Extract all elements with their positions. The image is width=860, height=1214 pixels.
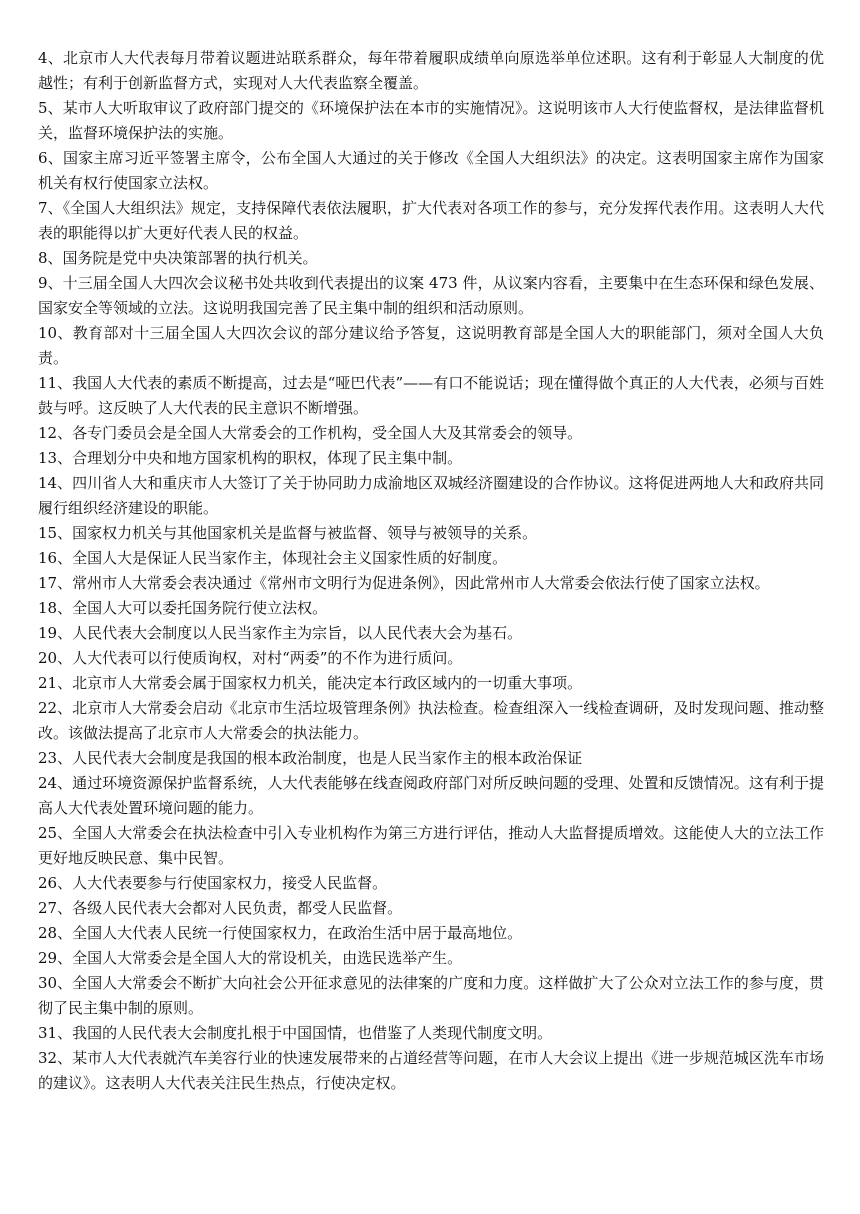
statement-item: 22、北京市人大常委会启动《北京市生活垃圾管理条例》执法检查。检查组深入一线检查调研，及时发现问题、推动整改。该做法提高了北京市人大常委会的执法能力。 (38, 699, 824, 742)
statement-item: 18、全国人大可以委托国务院行使立法权。 (38, 599, 328, 617)
statement-item: 8、国务院是党中央决策部署的执行机关。 (38, 249, 318, 267)
statement-item: 26、人大代表要参与行使国家权力，接受人民监督。 (38, 874, 388, 892)
statement-item: 14、四川省人大和重庆市人大签订了关于协同助力成渝地区双城经济圈建设的合作协议。这将促进两地人大和政府共同履行组织经济建设的职能。 (38, 474, 824, 517)
statement-item: 29、全国人大常委会是全国人大的常设机关，由选民选举产生。 (38, 949, 463, 967)
statement-item: 12、各专门委员会是全国人大常委会的工作机构，受全国人大及其常委会的领导。 (38, 424, 583, 442)
statement-item: 4、北京市人大代表每月带着议题进站联系群众，每年带着履职成绩单向原选举单位述职。这有利于彰显人大制度的优越性；有利于创新监督方式，实现对人大代表监察全覆盖。 (38, 49, 824, 92)
statement-item: 27、各级人民代表大会都对人民负责，都受人民监督。 (38, 899, 403, 917)
statement-item: 16、全国人大是保证人民当家作主，体现社会主义国家性质的好制度。 (38, 549, 508, 567)
statement-item: 25、全国人大常委会在执法检查中引入专业机构作为第三方进行评估，推动人大监督提质增效。这能使人大的立法工作更好地反映民意、集中民智。 (38, 824, 824, 867)
statement-item: 19、人民代表大会制度以人民当家作主为宗旨，以人民代表大会为基石。 (38, 624, 523, 642)
statement-item: 21、北京市人大常委会属于国家权力机关，能决定本行政区域内的一切重大事项。 (38, 674, 583, 692)
statement-item: 31、我国的人民代表大会制度扎根于中国国情，也借鉴了人类现代制度文明。 (38, 1024, 553, 1042)
statement-item: 28、全国人大代表人民统一行使国家权力，在政治生活中居于最高地位。 (38, 924, 523, 942)
statement-item: 30、全国人大常委会不断扩大向社会公开征求意见的法律案的广度和力度。这样做扩大了公众对立法工作的参与度，贯彻了民主集中制的原则。 (38, 974, 824, 1017)
document-body (38, 46, 824, 1096)
statement-item: 9、十三届全国人大四次会议秘书处共收到代表提出的议案 473 件，从议案内容看，主要集中在生态环保和绿色发展、国家安全等领域的立法。这说明我国完善了民主集中制的组织和活动原则。 (38, 274, 824, 317)
statement-item: 17、常州市人大常委会表决通过《常州市文明行为促进条例》，因此常州市人大常委会依法行使了国家立法权。 (38, 574, 770, 592)
statement-item: 6、国家主席习近平签署主席令，公布全国人大通过的关于修改《全国人大组织法》的决定。这表明国家主席作为国家机关有权行使国家立法权。 (38, 149, 824, 192)
statement-item: 20、人大代表可以行使质询权，对村“两委”的不作为进行质问。 (38, 649, 463, 667)
statement-item: 15、国家权力机关与其他国家机关是监督与被监督、领导与被领导的关系。 (38, 524, 538, 542)
statement-item: 13、合理划分中央和地方国家机构的职权，体现了民主集中制。 (38, 449, 463, 467)
statement-item: 5、某市人大听取审议了政府部门提交的《环境保护法在本市的实施情况》。这说明该市人大行使监督权，是法律监督机关，监督环境保护法的实施。 (38, 99, 824, 142)
statement-item: 11、我国人大代表的素质不断提高，过去是“哑巴代表”——有口不能说话；现在懂得做个真正的人大代表，必须与百姓鼓与呼。这反映了人大代表的民主意识不断增强。 (38, 374, 824, 417)
statement-item: 23、人民代表大会制度是我国的根本政治制度，也是人民当家作主的根本政治保证 (38, 749, 583, 767)
statement-item: 24、通过环境资源保护监督系统，人大代表能够在线查阅政府部门对所反映问题的受理、处置和反馈情况。这有利于提高人大代表处置环境问题的能力。 (38, 774, 824, 817)
statement-item: 10、教育部对十三届全国人大四次会议的部分建议给予答复，这说明教育部是全国人大的职能部门，须对全国人大负责。 (38, 324, 824, 367)
statement-item: 32、某市人大代表就汽车美容行业的快速发展带来的占道经营等问题，在市人大会议上提出《进一步规范城区洗车市场的建议》。这表明人大代表关注民生热点，行使决定权。 (38, 1049, 824, 1092)
statement-item: 7、《全国人大组织法》规定，支持保障代表依法履职，扩大代表对各项工作的参与，充分发挥代表作用。这表明人大代表的职能得以扩大更好代表人民的权益。 (38, 199, 824, 242)
